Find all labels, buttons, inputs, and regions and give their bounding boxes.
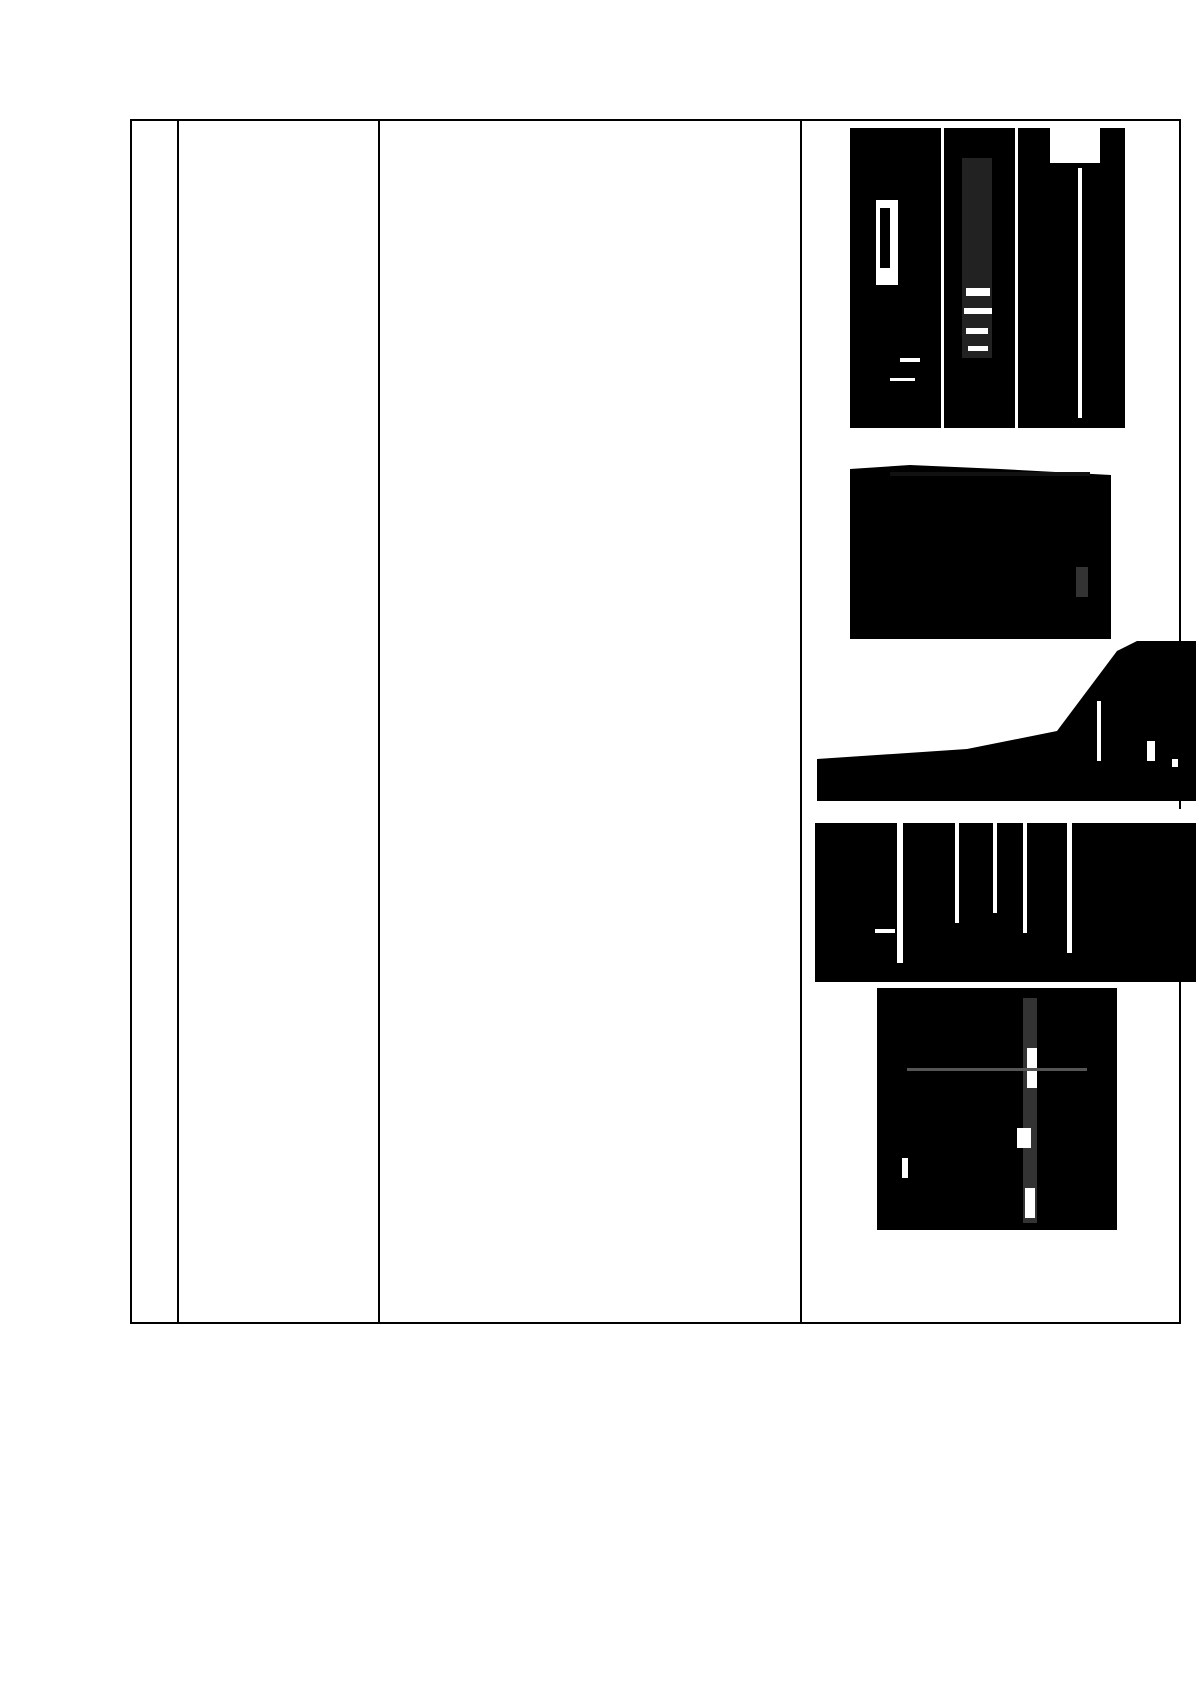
photo-window-openings <box>850 447 1111 639</box>
photo-profiled-belts <box>815 809 1196 982</box>
table-column-divider <box>177 121 179 1322</box>
photo-cornice-detail <box>877 988 1117 1230</box>
photo-brick-arches <box>817 641 1196 801</box>
table-column-divider <box>378 121 380 1322</box>
document-table <box>130 119 1181 1324</box>
table-column-divider <box>800 121 802 1322</box>
photo-pediment-details <box>850 128 1125 447</box>
